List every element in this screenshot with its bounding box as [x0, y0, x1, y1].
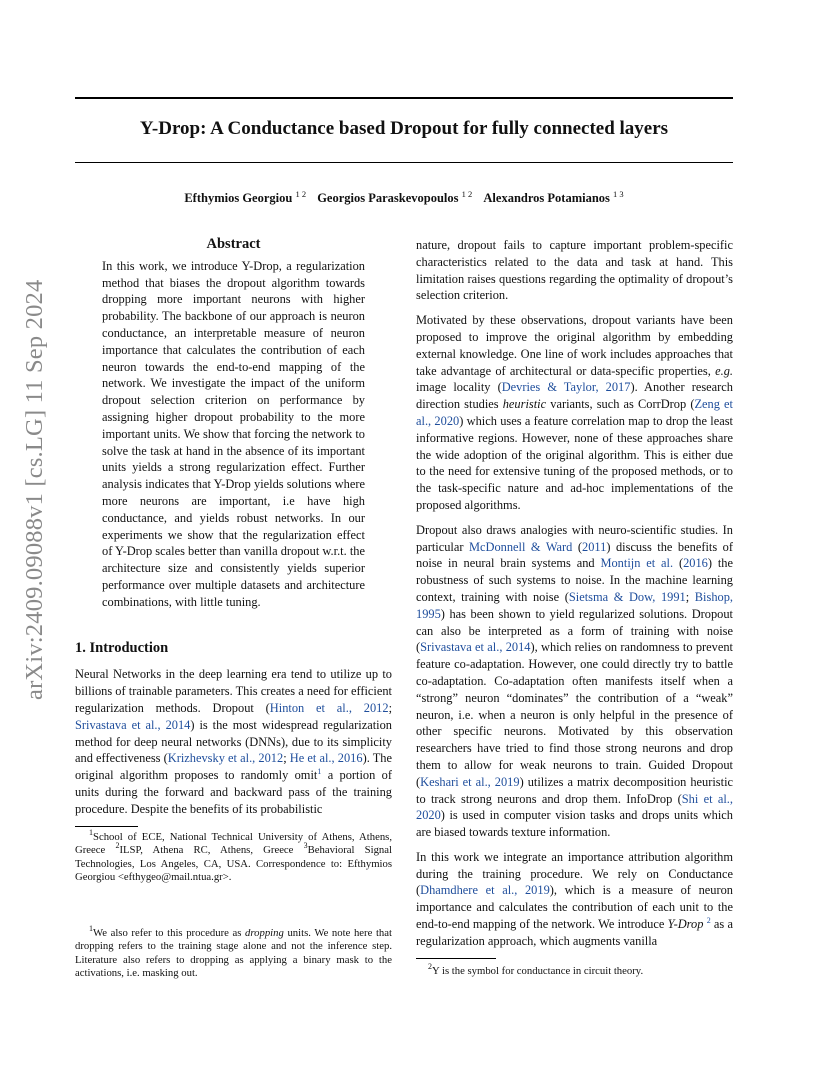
text-run: Motivated by these observations, dropout variants have been proposed to improve the original algorithm by embedding external knowledge. One line of work includes approaches that take advantage of architectural or data-specific properties, [416, 313, 733, 378]
footnote-marker: 2 [115, 841, 120, 850]
citation-link[interactable]: He et al., 2016 [289, 751, 363, 766]
citation-link[interactable]: 2011 [582, 539, 607, 554]
right-paragraph-4 [416, 849, 733, 950]
author-2 [317, 191, 472, 205]
citation-link[interactable]: Zeng et al., 2020 [416, 397, 733, 428]
title-rule-bottom [75, 162, 733, 163]
citation-link[interactable]: Krizhevsky et al., 2012 [167, 751, 284, 766]
emphasis: e.g. [715, 363, 733, 378]
text-run: ) is used in computer vision tasks and drops units which are biased towards texture information. [416, 808, 733, 840]
citation-link[interactable]: Sietsma & Dow, 1991 [568, 589, 686, 604]
text-run: ) which uses a feature correlation map to drop the least informative regions. However, none of these approaches share the wide adoption of the original algorithm. This is either due to the need for extensive tuning of the proposed methods, or to the task-specific nature and ad-hoc implementations of the proposed algorithms. [416, 413, 733, 512]
footnote-marker: 1 [89, 923, 93, 933]
text-run: ILSP, Athena RC, Athens, Greece [119, 844, 304, 856]
text-run: ; [283, 751, 290, 766]
paper-title: Y-Drop: A Conductance based Dropout for fully connected layers [139, 118, 669, 139]
emphasis: Y-Drop [667, 917, 704, 932]
text-run: We also refer to this procedure as [93, 926, 246, 939]
text-run: ) utilizes a matrix decomposition heuristic to track strong neurons and drop them. InfoDrop ( [416, 774, 734, 806]
citation-link[interactable]: Devries & Taylor, 2017 [501, 380, 631, 395]
author-affiliation-marker: 1 2 [461, 189, 473, 199]
author-name: Alexandros Potamianos [483, 191, 610, 205]
right-paragraph-2 [416, 312, 733, 514]
text-run: Dropout also draws analogies with neuro-scientific studies. In particular [416, 522, 733, 554]
text-run: Behavioral Signal Technologies, Los Angeles, CA, USA. Correspondence to: Efthymios Georgiou <efthygeo@mail.ntua.gr>. [75, 844, 392, 883]
arxiv-stamp: arXiv:2409.09088v1 [cs.LG] 11 Sep 2024 [21, 279, 48, 700]
footnote-marker: 3 [303, 841, 308, 850]
citation-link[interactable]: McDonnell & Ward [468, 539, 573, 554]
emphasis: dropping [245, 926, 284, 939]
author-list [75, 191, 733, 206]
text-run: as a regularization approach, which augments vanilla [416, 917, 733, 948]
citation-link[interactable]: Srivastava et al., 2014 [420, 640, 531, 655]
citation-link[interactable]: 2016 [683, 556, 708, 571]
text-run: ), which is a measure of neuron importance and calculates the contribution of each unit to the end-to-end mapping of the network. We introduce [416, 883, 733, 932]
citation-link[interactable]: Dhamdhere et al., 2019 [420, 883, 550, 898]
abstract-text: In this work, we introduce Y-Drop, a regularization method that biases the dropout algorithm towards dropping more important neurons with higher probability. The backbone of our approach is neuron conductance, an interpretable measure of neuron importance that calculates the contribution of each neuron towards the end-to-end mapping of the network. We investigate the impact of the uniform dropout selection criterion on performance by assigning higher dropout probability to the more important units. We show that forcing the network to solve the task at hand in the absence of its important units yields a strong regularization effect. Further analysis indicates that Y-Drop yields solutions where more neurons are important, i.e have high conductance, and yields robust networks. In our experiments we show that the regularization effect of Y-Drop scales better than vanilla dropout w.r.t. the architecture size and consistently yields superior performance over multiple datasets and architecture combinations, with little tuning. [102, 258, 365, 609]
citation-link[interactable]: Keshari et al., 2019 [420, 774, 520, 789]
citation-link[interactable]: Bishop, 1995 [416, 589, 734, 621]
text-run: ) is the most widespread regularization method for deep neural networks (DNNs), due to its simplicity and effectiveness ( [75, 717, 392, 766]
footnote-spacer [75, 885, 392, 927]
text-run: ) has been shown to yield regularized solutions. Dropout can also be interpreted as a form of training with noise ( [416, 606, 733, 655]
left-column [75, 236, 392, 981]
text-run: ( [572, 539, 583, 554]
footnote-rule [75, 826, 138, 827]
text-run: Neural Networks in the deep learning era tend to utilize up to billions of trainable parameters. This creates a need for efficient regularization methods. Dropout ( [75, 667, 392, 715]
citation-link[interactable]: Srivastava et al., 2014 [75, 717, 191, 732]
introduction-heading: 1. Introduction [75, 639, 169, 656]
emphasis: heuristic [502, 397, 547, 412]
author-name: Efthymios Georgiou [184, 191, 293, 205]
introduction-paragraph-1 [75, 666, 392, 817]
footnote-rule [416, 958, 496, 959]
title-rule-top [75, 97, 733, 99]
footnote-1 [75, 923, 392, 981]
author-3 [483, 191, 623, 205]
right-paragraph-1: nature, dropout fails to capture important problem-specific characteristics related to the data and task at hand. This limitation raises questions regarding the optimality of dropout’s selection criterion. [416, 238, 733, 303]
text-run: In this work we integrate an importance attribution algorithm during the training procedure. We rely on Conductance ( [416, 849, 733, 898]
text-run: ( [673, 556, 684, 571]
right-column [416, 237, 733, 978]
text-run: ) the robustness of such systems to noise. In the machine learning context, training with noise ( [416, 556, 733, 604]
text-run: ; [388, 700, 393, 715]
footnote-marker: 2 [428, 961, 432, 971]
footnote-marker: 1 [89, 827, 93, 837]
text-run: ). Another research direction studies [416, 380, 733, 412]
text-run: ). The original algorithm proposes to randomly omit [75, 751, 392, 783]
author-affiliation-marker: 1 2 [295, 189, 307, 199]
author-1 [184, 191, 306, 205]
affiliation-footnote [75, 827, 392, 885]
author-affiliation-marker: 1 3 [613, 189, 624, 199]
text-run: School of ECE, National Technical University of Athens, Athens, Greece [75, 830, 392, 856]
text-run: variants, such as CorrDrop ( [546, 397, 695, 412]
abstract-heading: Abstract [206, 236, 261, 252]
citation-link[interactable]: Shi et al., 2020 [416, 791, 733, 823]
right-paragraph-3 [416, 522, 733, 841]
footnote-2 [416, 961, 733, 979]
text-run: units. We note here that dropping refers to the training stage alone and not the inference step. Literature also refers to dropping as applying a binary mask to the activations, i.e. masking out. [75, 926, 392, 979]
text-run: ), which relies on randomness to prevent feature co-adaptation. However, one could directly try to battle co-adaptation. Co-adaptation often manifests itself when a “strong” neuron “dominates” the contribution of a “weak” neuron, i.e. when a neuron is only helpful in the presence of other specific neurons. Motivated by this observation researchers have tried to find those strong neurons and drop them to allow for weak neurons to train. Guided Dropout ( [416, 640, 733, 789]
text-run: image locality ( [416, 380, 502, 395]
text-run: ; [685, 589, 695, 604]
citation-link[interactable]: Hinton et al., 2012 [269, 700, 389, 715]
footnote-marker[interactable]: 2 [706, 916, 711, 926]
text-run: Y is the symbol for conductance in circuit theory. [432, 964, 644, 977]
footnote-marker[interactable]: 1 [317, 767, 322, 777]
text-run: a portion of units during the forward and backward pass of the training procedure. Despite the benefits of its probabilistic [75, 768, 392, 816]
text-run: ) discuss the benefits of noise in neural brain systems and [416, 539, 733, 571]
citation-link[interactable]: Montijn et al. [600, 556, 674, 571]
author-name: Georgios Paraskevopoulos [317, 191, 459, 205]
